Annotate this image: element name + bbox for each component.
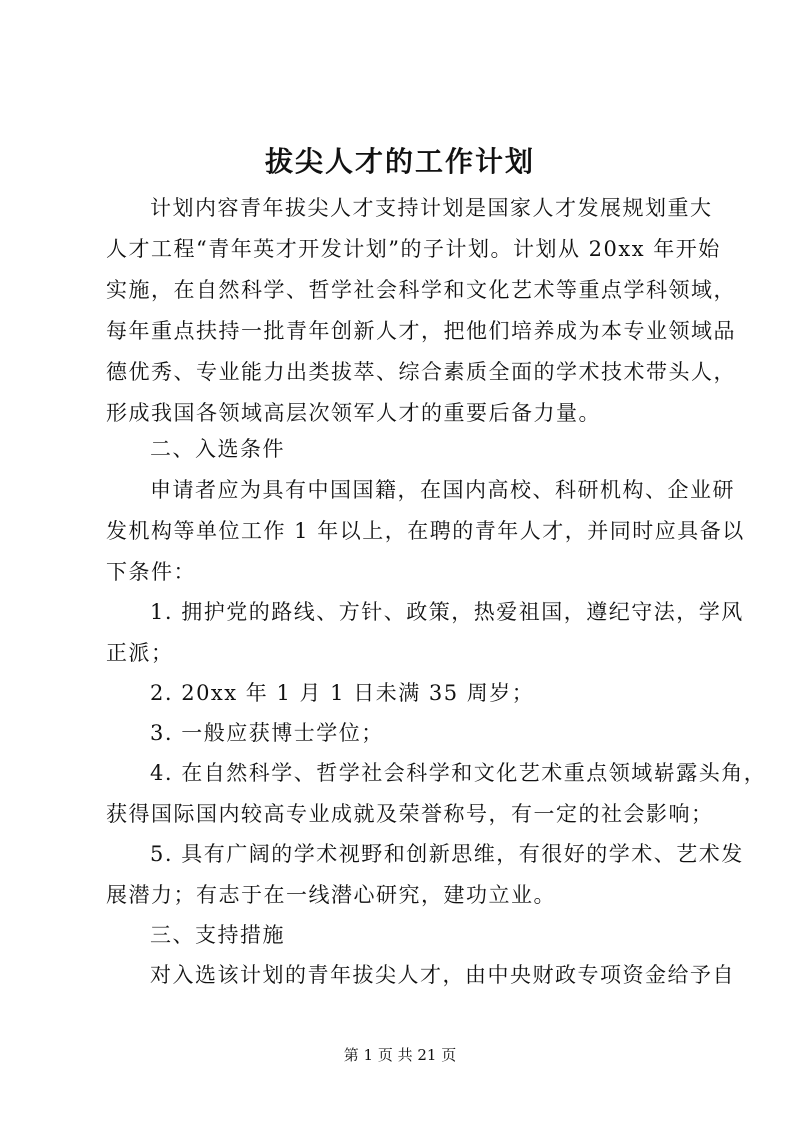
body-line: 德优秀、专业能力出类拔萃、综合素质全面的学术技术带头人， bbox=[106, 360, 736, 384]
list-item: 5. 具有广阔的学术视野和创新思维，有很好的学术、艺术发 bbox=[150, 842, 744, 866]
body-line: 发机构等单位工作 1 年以上，在聘的青年人才，并同时应具备以 bbox=[106, 519, 745, 543]
page-number: 第 1 页 共 21 页 bbox=[343, 1046, 457, 1064]
body-line: 形成我国各领域高层次领军人才的重要后备力量。 bbox=[106, 401, 601, 425]
section-heading: 二、入选条件 bbox=[150, 437, 285, 461]
body-line: 计划内容青年拔尖人才支持计划是国家人才发展规划重大 bbox=[150, 196, 713, 220]
body-line: 每年重点扶持一批青年创新人才，把他们培养成为本专业领域品 bbox=[106, 319, 736, 343]
section-heading: 三、支持措施 bbox=[150, 923, 285, 947]
document-title: 拔尖人才的工作计划 bbox=[264, 145, 535, 178]
list-item-continuation: 展潜力；有志于在一线潜心研究，建功立业。 bbox=[106, 883, 556, 907]
body-line: 人才工程“青年英才开发计划”的子计划。计划从 20xx 年开始 bbox=[106, 237, 721, 261]
list-item: 3. 一般应获博士学位； bbox=[150, 721, 384, 745]
list-item: 1. 拥护党的路线、方针、政策，热爱祖国，遵纪守法，学风 bbox=[150, 600, 744, 624]
body-line: 对入选该计划的青年拔尖人才，由中央财政专项资金给予自 bbox=[150, 963, 735, 987]
list-item-continuation: 正派； bbox=[106, 641, 174, 665]
body-line: 申请者应为具有中国国籍，在国内高校、科研机构、企业研 bbox=[150, 478, 735, 502]
list-item: 4. 在自然科学、哲学社会科学和文化艺术重点领域崭露头角， bbox=[150, 761, 767, 785]
list-item-continuation: 获得国际国内较高专业成就及荣誉称号，有一定的社会影响； bbox=[106, 802, 714, 826]
body-line: 下条件： bbox=[106, 560, 196, 584]
body-line: 实施，在自然科学、哲学社会科学和文化艺术等重点学科领域， bbox=[106, 278, 736, 302]
list-item: 2. 20xx 年 1 月 1 日未满 35 周岁； bbox=[150, 681, 535, 705]
